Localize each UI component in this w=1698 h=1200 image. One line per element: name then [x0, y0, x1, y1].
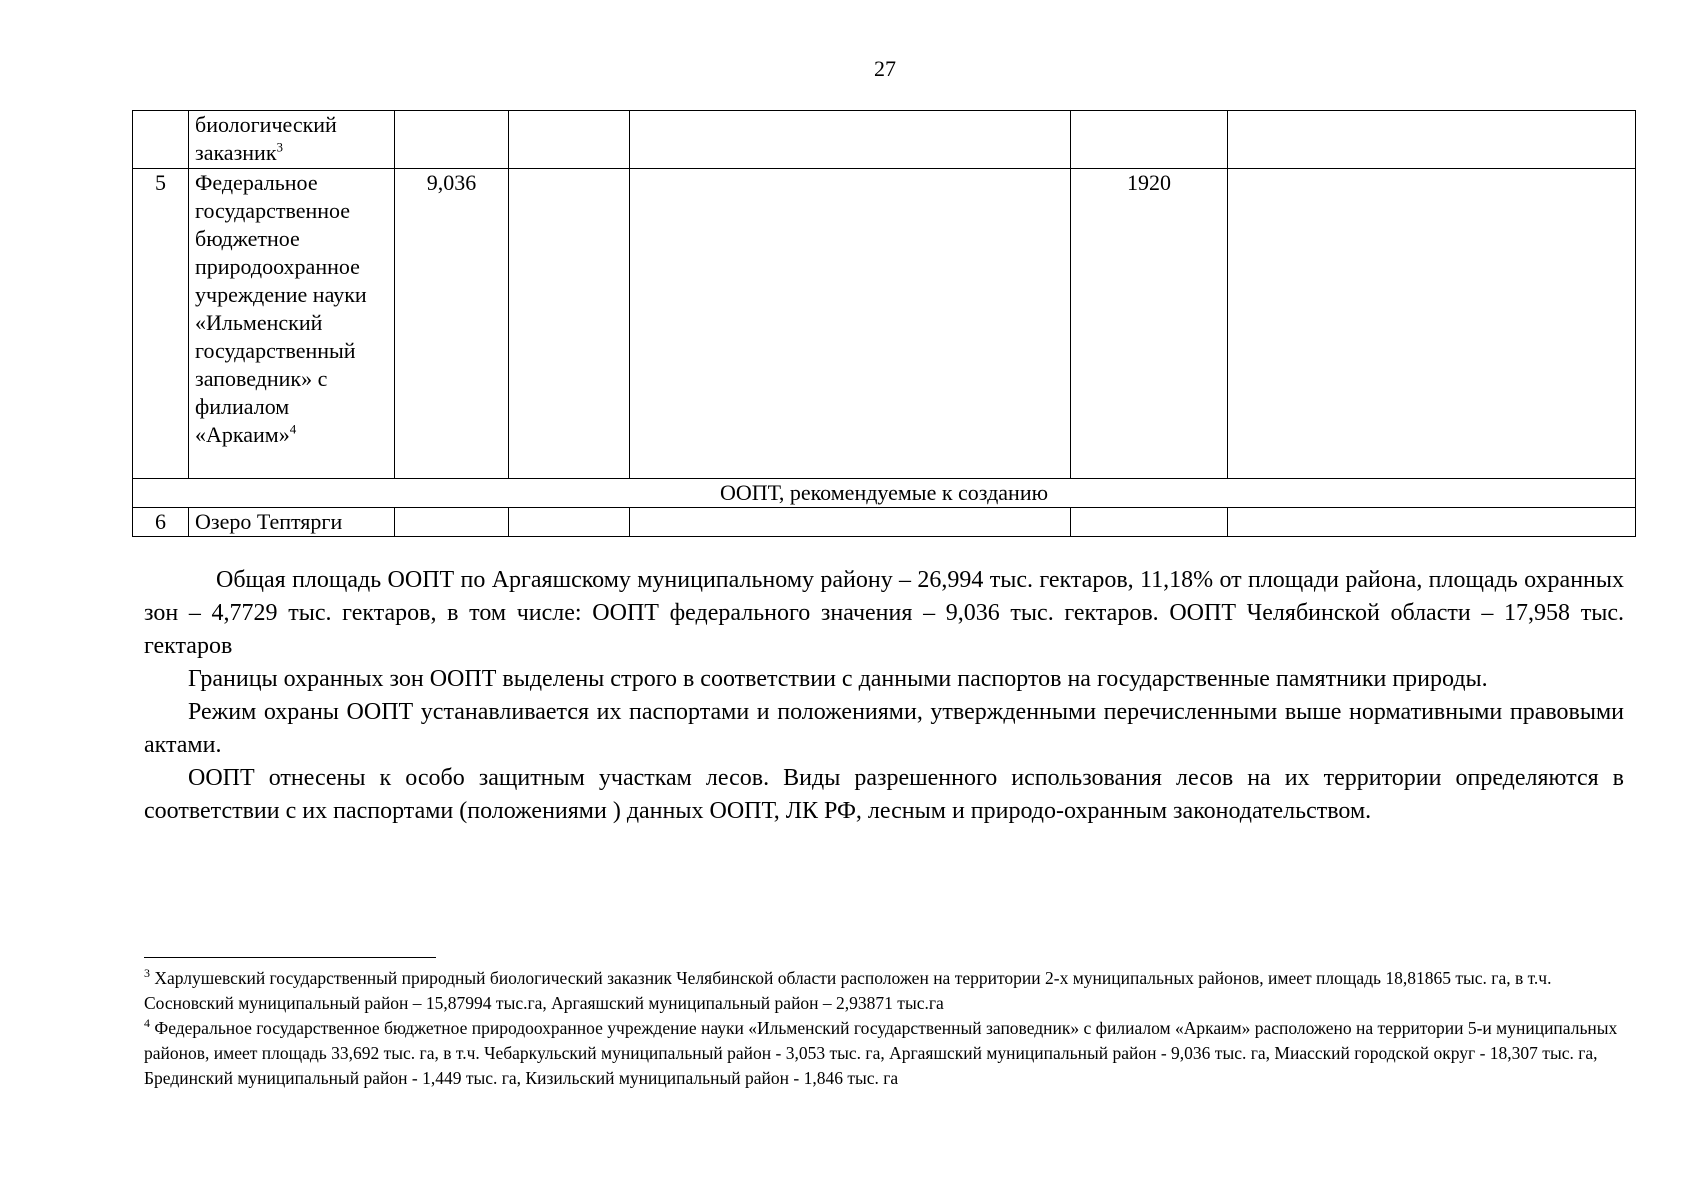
cell-num: 5: [133, 169, 189, 479]
table-section-row: [133, 479, 1636, 508]
footnote-marker: 4: [144, 1016, 150, 1031]
body-text: [144, 564, 1624, 828]
footnote: $^4$ Федеральное государственное бюджетное природоохранное учреждение науки «Ильменский государственный заповедник» с филиалом «Аркаим» расположено на территории 5-и муниципальных районов, имеет площадь 33,692 тыс. га, в т.ч. Чебаркульский муниципальный район - 3,053 тыс. га, Аргаяшский муниципальный район - 9,036 тыс. га, Миасский городской округ - 18,307 тыс. га, Брединский муниципальный район - 1,449 тыс. га, Кизильский муниципальный район - 1,846 тыс. га: [144, 1016, 1618, 1088]
cell-area: 9,036: [395, 169, 509, 479]
paragraph: Общая площадь ООПТ по Аргаяшскому муниципальному району – 26,994 тыс. гектаров, 11,18% от площади района, площадь охранных зон – 4,7729 тыс. гектаров, в том числе: ООПТ федерального значения – 9,036 тыс. гектаров. ООПТ Челябинской области – 17,958 тыс. гектаров: [144, 567, 1624, 659]
paragraph: Границы охранных зон ООПТ выделены строго в соответствии с данными паспортов на государственные памятники природы.: [188, 666, 1488, 692]
cell-name: Озеро Тептярги: [189, 508, 395, 537]
cell-num: 6: [133, 508, 189, 537]
cell-year: 1920: [1071, 169, 1228, 479]
table-row-continued: [133, 111, 1636, 169]
paragraph: Режим охраны ООПТ устанавливается их паспортами и положениями, утвержденными перечисленными выше нормативными правовыми актами.: [144, 699, 1624, 758]
cell-num: [133, 111, 189, 169]
table-row-5: [133, 169, 1636, 479]
section-title: ООПТ, рекомендуемые к созданию: [133, 479, 1636, 508]
footnote-ref: 3: [276, 139, 284, 155]
footnote: $^3$ Харлушевский государственный природный биологический заказник Челябинской области расположен на территории 2-х муниципальных районов, имеет площадь 18,81865 тыс. га, в т.ч. Сосновский муниципальный район – 15,87994 тыс.га, Аргаяшский муниципальный район – 2,93871 тыс.га: [144, 966, 1552, 1013]
paragraph: ООПТ отнесены к особо защитным участкам лесов. Виды разрешенного использования лесов на их территории определяются в соответствии с их паспортами (положениями ) данных ООПТ, ЛК РФ, лесным и природо-охранным законодательством.: [144, 765, 1624, 824]
footnote-marker: 3: [144, 966, 150, 981]
footnote-ref: 4: [289, 421, 297, 437]
footnote-separator: [144, 957, 436, 958]
page-number: 27: [874, 56, 896, 81]
protected-areas-table: [132, 110, 1636, 537]
cell-name: Федеральное государственное бюджетное природоохранное учреждение науки «Ильменский государственный заповедник» с филиалом «Аркаим»$^4$: [189, 169, 395, 479]
footnotes: [144, 966, 1634, 1091]
table-row-6: [133, 508, 1636, 537]
cell-name: биологический заказник$^3$: [189, 111, 395, 169]
